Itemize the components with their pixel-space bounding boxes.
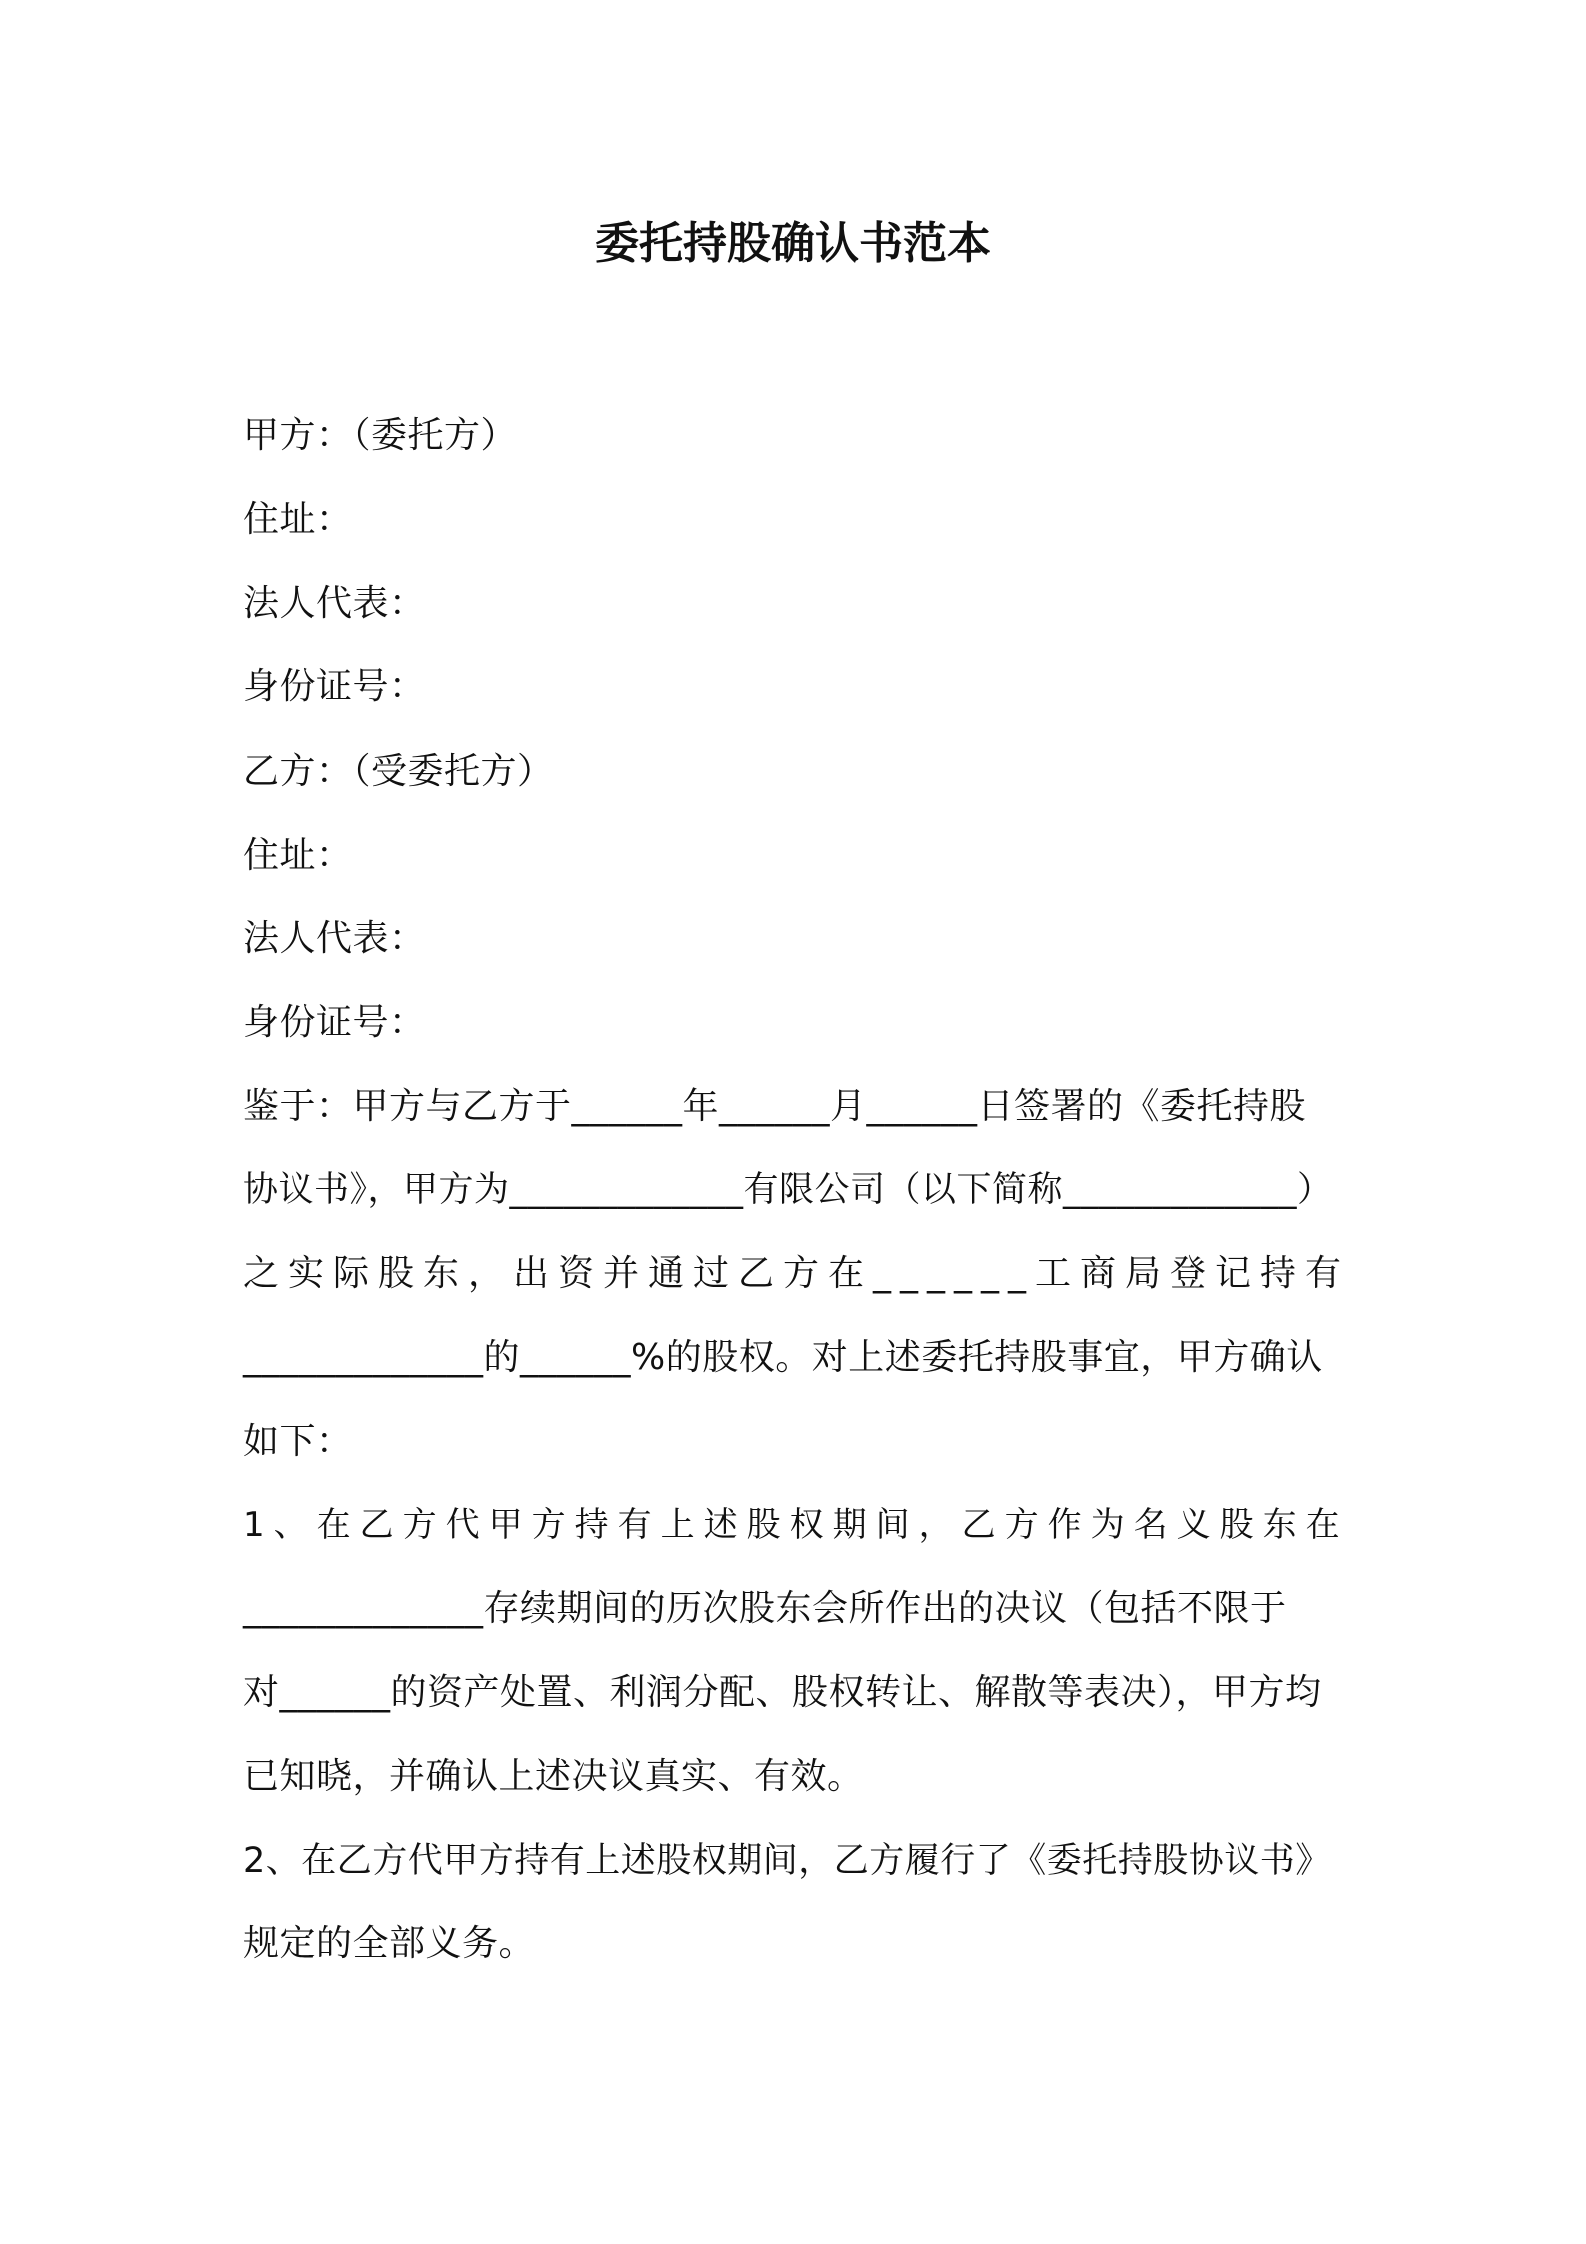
- clause-1-line: 对______的资产处置、利润分配、股权转让、解散等表决），甲方均: [243, 1672, 1322, 1713]
- party-a-address-label: 住址：: [243, 499, 353, 540]
- recital-line: 之实际股东，出资并通过乙方在______工商局登记持有: [243, 1253, 1351, 1294]
- recital-line: 鉴于：甲方与乙方于______年______月______日签署的《委托持股: [243, 1086, 1307, 1127]
- clause-1-line: 已知晓，并确认上述决议真实、有效。: [243, 1756, 864, 1797]
- clause-1-line: 1、在乙方代甲方持有上述股权期间，乙方作为名义股东在: [243, 1505, 1349, 1545]
- recital-line: _____________的______%的股权。对上述委托持股事宜，甲方确认: [243, 1337, 1323, 1378]
- party-a-heading: 甲方：（委托方）: [243, 415, 518, 456]
- clause-2-line: 规定的全部义务。: [243, 1923, 536, 1964]
- recital-line: 如下：: [243, 1421, 353, 1462]
- clause-2-line: 2、在乙方代甲方持有上述股权期间，乙方履行了《委托持股协议书》: [243, 1841, 1331, 1881]
- clause-1-line: _____________存续期间的历次股东会所作出的决议（包括不限于: [243, 1588, 1287, 1629]
- party-b-address-label: 住址：: [243, 835, 353, 876]
- document-title: 委托持股确认书范本: [595, 218, 991, 269]
- recital-line: 协议书》，甲方为_____________有限公司（以下简称_____________）: [243, 1170, 1333, 1210]
- party-a-id-label: 身份证号：: [243, 666, 426, 707]
- party-b-id-label: 身份证号：: [243, 1002, 426, 1043]
- party-a-legal-rep-label: 法人代表：: [243, 583, 426, 624]
- party-b-legal-rep-label: 法人代表：: [243, 918, 426, 959]
- party-b-heading: 乙方：（受委托方）: [243, 751, 554, 792]
